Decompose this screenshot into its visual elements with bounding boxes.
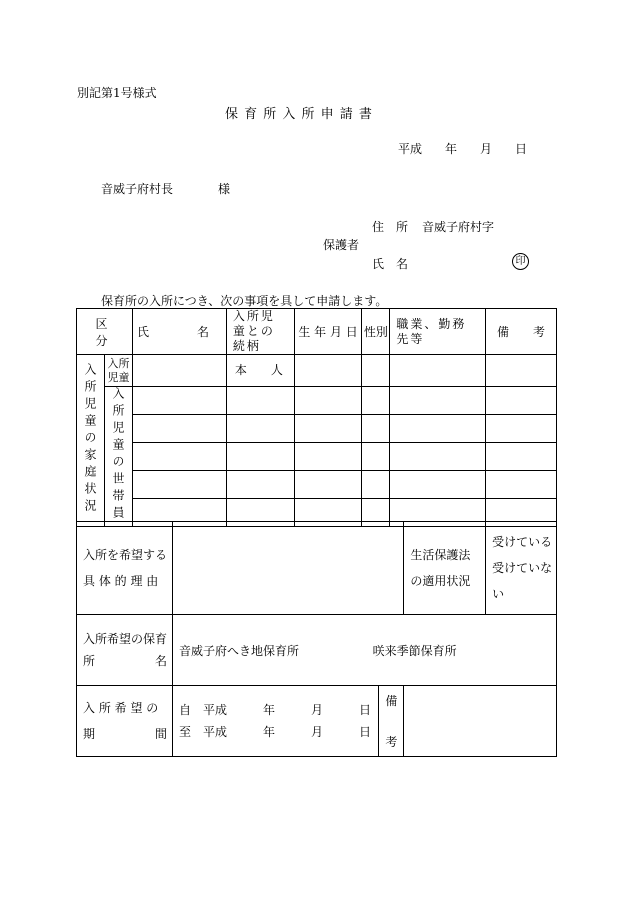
- member-remarks-cell[interactable]: [486, 471, 557, 499]
- member-sex-cell[interactable]: [362, 443, 390, 471]
- facility-options: [172, 615, 556, 686]
- facility-option-2[interactable]: 咲来季節保育所: [372, 643, 457, 658]
- seal-mark: [512, 253, 529, 270]
- seal-icon: 印: [512, 253, 529, 270]
- reason-label: [77, 522, 173, 615]
- member-name-cell[interactable]: [132, 443, 226, 471]
- member-remarks-cell[interactable]: [486, 415, 557, 443]
- period-label: [77, 686, 173, 757]
- option-receiving[interactable]: 受けている: [492, 535, 553, 549]
- member-name-cell[interactable]: [132, 415, 226, 443]
- header-birth: 生 年 月 日: [294, 309, 362, 355]
- date-era: 平成: [398, 142, 423, 156]
- header-remarks: 備 考: [486, 309, 557, 355]
- remarks-bottom: 考: [385, 735, 398, 749]
- member-remarks-cell[interactable]: [486, 387, 557, 415]
- name-label: 氏 名: [372, 257, 409, 271]
- period-from[interactable]: 自 平成 年 月 日: [178, 703, 371, 717]
- child-sex-cell[interactable]: [362, 355, 390, 387]
- address-label: 住 所: [372, 220, 409, 234]
- member-name-cell[interactable]: [132, 471, 226, 499]
- intro-text: 保育所の入所につき、次の事項を具して申請します。: [101, 294, 388, 308]
- member-relation-cell[interactable]: [226, 471, 294, 499]
- household-label: 入所児童の世帯員: [104, 387, 132, 527]
- welfare-options: [486, 522, 557, 615]
- reason-label-line2: 具 体 的 理 由: [83, 574, 159, 588]
- member-occupation-cell[interactable]: [390, 415, 486, 443]
- page-title: 保 育 所 入 所 申 請 書: [225, 107, 373, 122]
- address-value: 音威子府村字: [422, 220, 495, 234]
- period-remarks-input[interactable]: [404, 686, 557, 757]
- member-remarks-cell[interactable]: [486, 443, 557, 471]
- guardian-label: 保護者: [323, 238, 360, 252]
- member-sex-cell[interactable]: [362, 387, 390, 415]
- child-name-cell[interactable]: [132, 355, 226, 387]
- child-occupation-cell[interactable]: [390, 355, 486, 387]
- child-label: 入所児童: [104, 355, 132, 387]
- facility-label: [77, 615, 173, 686]
- member-relation-cell[interactable]: [226, 443, 294, 471]
- welfare-label: [404, 522, 486, 615]
- member-birth-cell[interactable]: [294, 415, 362, 443]
- member-birth-cell[interactable]: [294, 443, 362, 471]
- family-status-label: 入所児童の家庭状況: [77, 355, 105, 527]
- welfare-label-line2: の適用状況: [410, 574, 471, 588]
- date-year: 年: [445, 142, 458, 156]
- facility-label-line1: 入所希望の保育: [83, 632, 168, 646]
- welfare-label-line1: 生活保護法: [410, 548, 471, 562]
- request-table: [76, 521, 557, 757]
- reason-input[interactable]: [172, 522, 403, 615]
- period-dates: [172, 686, 378, 757]
- header-relation: 入所児童との続柄: [226, 309, 294, 355]
- child-remarks-cell[interactable]: [486, 355, 557, 387]
- facility-option-1[interactable]: 音威子府へき地保育所: [178, 643, 299, 658]
- date-day: 日: [515, 142, 528, 156]
- member-occupation-cell[interactable]: [390, 387, 486, 415]
- period-label-line1: 入 所 希 望 の: [83, 701, 159, 715]
- member-occupation-cell[interactable]: [390, 443, 486, 471]
- member-relation-cell[interactable]: [226, 387, 294, 415]
- member-name-cell[interactable]: [132, 387, 226, 415]
- reason-label-line1: 入所を希望する: [83, 548, 168, 562]
- child-birth-cell[interactable]: [294, 355, 362, 387]
- member-sex-cell[interactable]: [362, 471, 390, 499]
- member-birth-cell[interactable]: [294, 387, 362, 415]
- addressee-honorific: 様: [218, 182, 231, 196]
- period-remarks-label: [379, 686, 404, 757]
- member-sex-cell[interactable]: [362, 415, 390, 443]
- addressee-name: 音威子府村長: [101, 182, 174, 196]
- header-category: 区 分: [77, 309, 133, 355]
- option-not-receiving[interactable]: 受けていない: [492, 561, 553, 601]
- header-occupation: 職業、勤務先等: [390, 309, 486, 355]
- remarks-top: 備: [385, 694, 398, 708]
- facility-label-line2: 所 名: [83, 654, 168, 668]
- member-occupation-cell[interactable]: [390, 471, 486, 499]
- self-label: 本 人: [226, 355, 294, 387]
- period-label-line2: 期 間: [83, 727, 168, 741]
- family-table: [76, 308, 557, 527]
- date-month: 月: [480, 142, 493, 156]
- member-relation-cell[interactable]: [226, 415, 294, 443]
- member-birth-cell[interactable]: [294, 471, 362, 499]
- form-number: 別記第1号様式: [77, 86, 157, 100]
- period-to[interactable]: 至 平成 年 月 日: [178, 725, 371, 739]
- header-sex: 性別: [362, 309, 390, 355]
- header-name: 氏 名: [132, 309, 226, 355]
